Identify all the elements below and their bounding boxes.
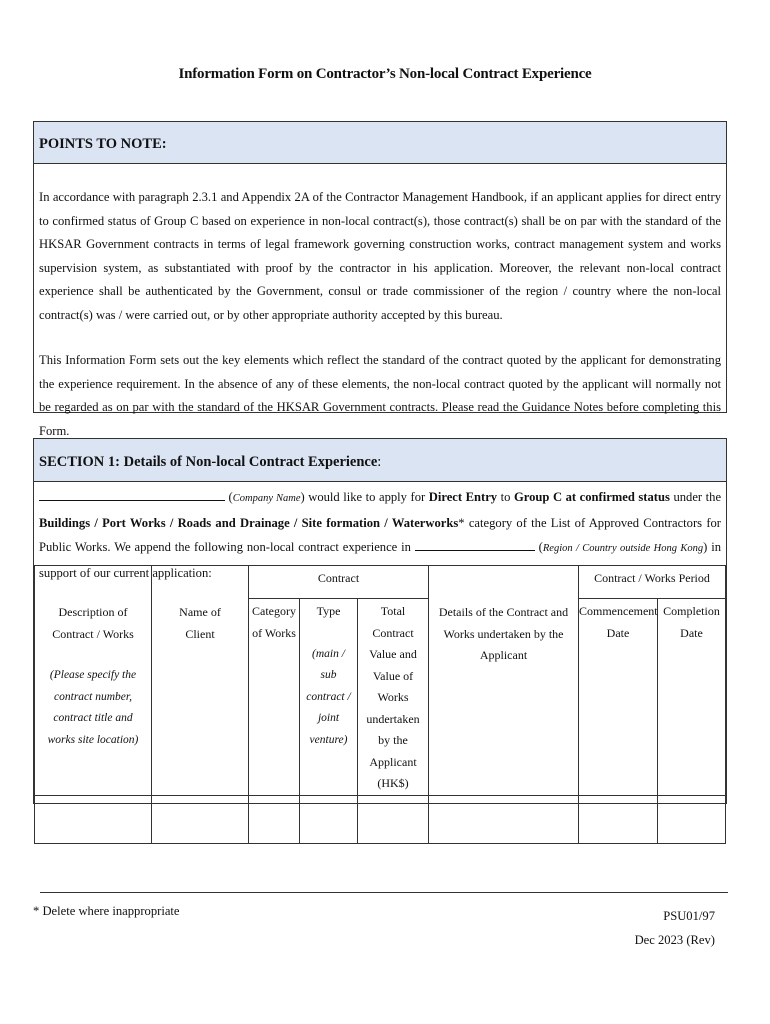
header-category-text: Category of Works	[252, 604, 296, 640]
section-1-heading-colon: :	[377, 454, 382, 470]
header-category	[249, 599, 300, 796]
footer-divider	[40, 892, 728, 893]
header-type-note: (main / sub contract / joint venture)	[306, 647, 351, 746]
statement-text-to: to	[497, 490, 514, 504]
statement-text-c: in support of our current application:	[39, 540, 721, 580]
statement-text-under: under the	[669, 490, 722, 504]
cell-description[interactable]	[35, 795, 152, 843]
header-commencement-text: Commencement Date	[579, 604, 658, 640]
form-title: Information Form on Contractor’s Non-local Contract Experience	[178, 66, 592, 82]
company-name-hint: Company Name	[232, 493, 301, 504]
table-row[interactable]	[35, 795, 726, 843]
points-to-note-heading: POINTS TO NOTE:	[34, 122, 726, 164]
note-paragraph-2: This Information Form sets out the key elements which reflect the standard of the contract quoted by the applicant for demonstrating the experience requirement. In the absence of any of these elements, the non-local contract quoted by the applicant will normally not be regarded as on par with the standard of the HKSAR Government contracts. Please read the Guidance Notes before completing this Form.	[39, 353, 721, 438]
group-c-text: Group C at confirmed status	[513, 490, 670, 504]
application-statement: (Company Name) would like to apply for Direct Entry to Group C at confirmed status under the Buildings / Port Works / Roads and Drainage / Site formation / Waterworks* category of the List of Approved Contractors for Public Works. We append the following non-local contract experience in (Region / Country outside Hong Kong) in support of our current application:	[34, 482, 726, 564]
section-1-box	[33, 438, 727, 804]
footnote: * Delete where inappropriate	[33, 904, 180, 918]
statement-text-a: would like to apply for	[304, 490, 429, 504]
form-revision: Dec 2023 (Rev)	[634, 933, 715, 947]
region-blank[interactable]	[415, 536, 535, 551]
section-1-heading	[34, 439, 726, 482]
company-name-blank[interactable]	[39, 486, 225, 501]
header-completion-text: Completion Date	[663, 604, 720, 640]
header-client-text: Name of Client	[179, 605, 221, 641]
contract-experience-table	[34, 565, 726, 844]
header-contract-group: Contract	[249, 566, 429, 599]
cell-client[interactable]	[152, 795, 249, 843]
header-type	[300, 599, 358, 796]
cell-completion[interactable]	[658, 795, 726, 843]
section-1-heading-text: SECTION 1: Details of Non-local Contract Experience	[39, 454, 378, 470]
direct-entry-text: Direct Entry	[428, 490, 498, 504]
header-commencement	[579, 599, 658, 796]
table-group-header-row	[35, 566, 726, 599]
cell-details[interactable]	[429, 795, 579, 843]
header-description-line-1: Description of	[58, 605, 128, 619]
header-details	[429, 566, 579, 796]
cell-total-value[interactable]	[358, 795, 429, 843]
form-code-block	[635, 904, 715, 952]
header-total-value	[358, 599, 429, 796]
header-period-group: Contract / Works Period	[579, 566, 726, 599]
cell-category[interactable]	[249, 795, 300, 843]
note-paragraph-1: In accordance with paragraph 2.3.1 and Appendix 2A of the Contractor Management Handbook, if an applicant applies for direct entry to confirmed status of Group C based on experience in non-local contract(s), those contract(s) shall be on par with the standard of the HKSAR Government contracts in terms of legal framework governing construction works, contract management system and works supervision system, as substantiated with proof by the contractor in his application. Moreover, the relevant non-local contract experience shall be authenticated by the Government, consul or trade commissioner of the region / country where the non-local contract(s) was / were carried out, or by other appropriate authority accepted by this bureau.	[39, 190, 721, 322]
region-hint: Region / Country outside Hong Kong	[542, 543, 704, 554]
header-description-line-2: Contract / Works	[52, 626, 134, 641]
header-description-note: (Please specify the contract number, contract title and works site location)	[47, 669, 139, 746]
header-total-value-text: Total Contract Value and Value of Works undertaken by the Applicant (HK$)	[366, 604, 420, 790]
works-categories-text: Buildings / Port Works / Roads and Drainage / Site formation / Waterworks	[39, 516, 459, 530]
header-description	[35, 566, 152, 796]
header-type-text: Type	[316, 604, 341, 618]
statement-text-b: * category of the List of Approved Contractors for Public Works. We append the following non-local contract experience in	[39, 516, 721, 554]
form-code: PSU01/97	[663, 909, 715, 923]
header-completion	[658, 599, 726, 796]
header-client	[152, 566, 249, 796]
header-details-text: Details of the Contract and Works undertaken by the Applicant	[438, 605, 569, 662]
cell-type[interactable]	[300, 795, 358, 843]
points-to-note-box	[33, 121, 727, 438]
cell-commencement[interactable]	[579, 795, 658, 843]
